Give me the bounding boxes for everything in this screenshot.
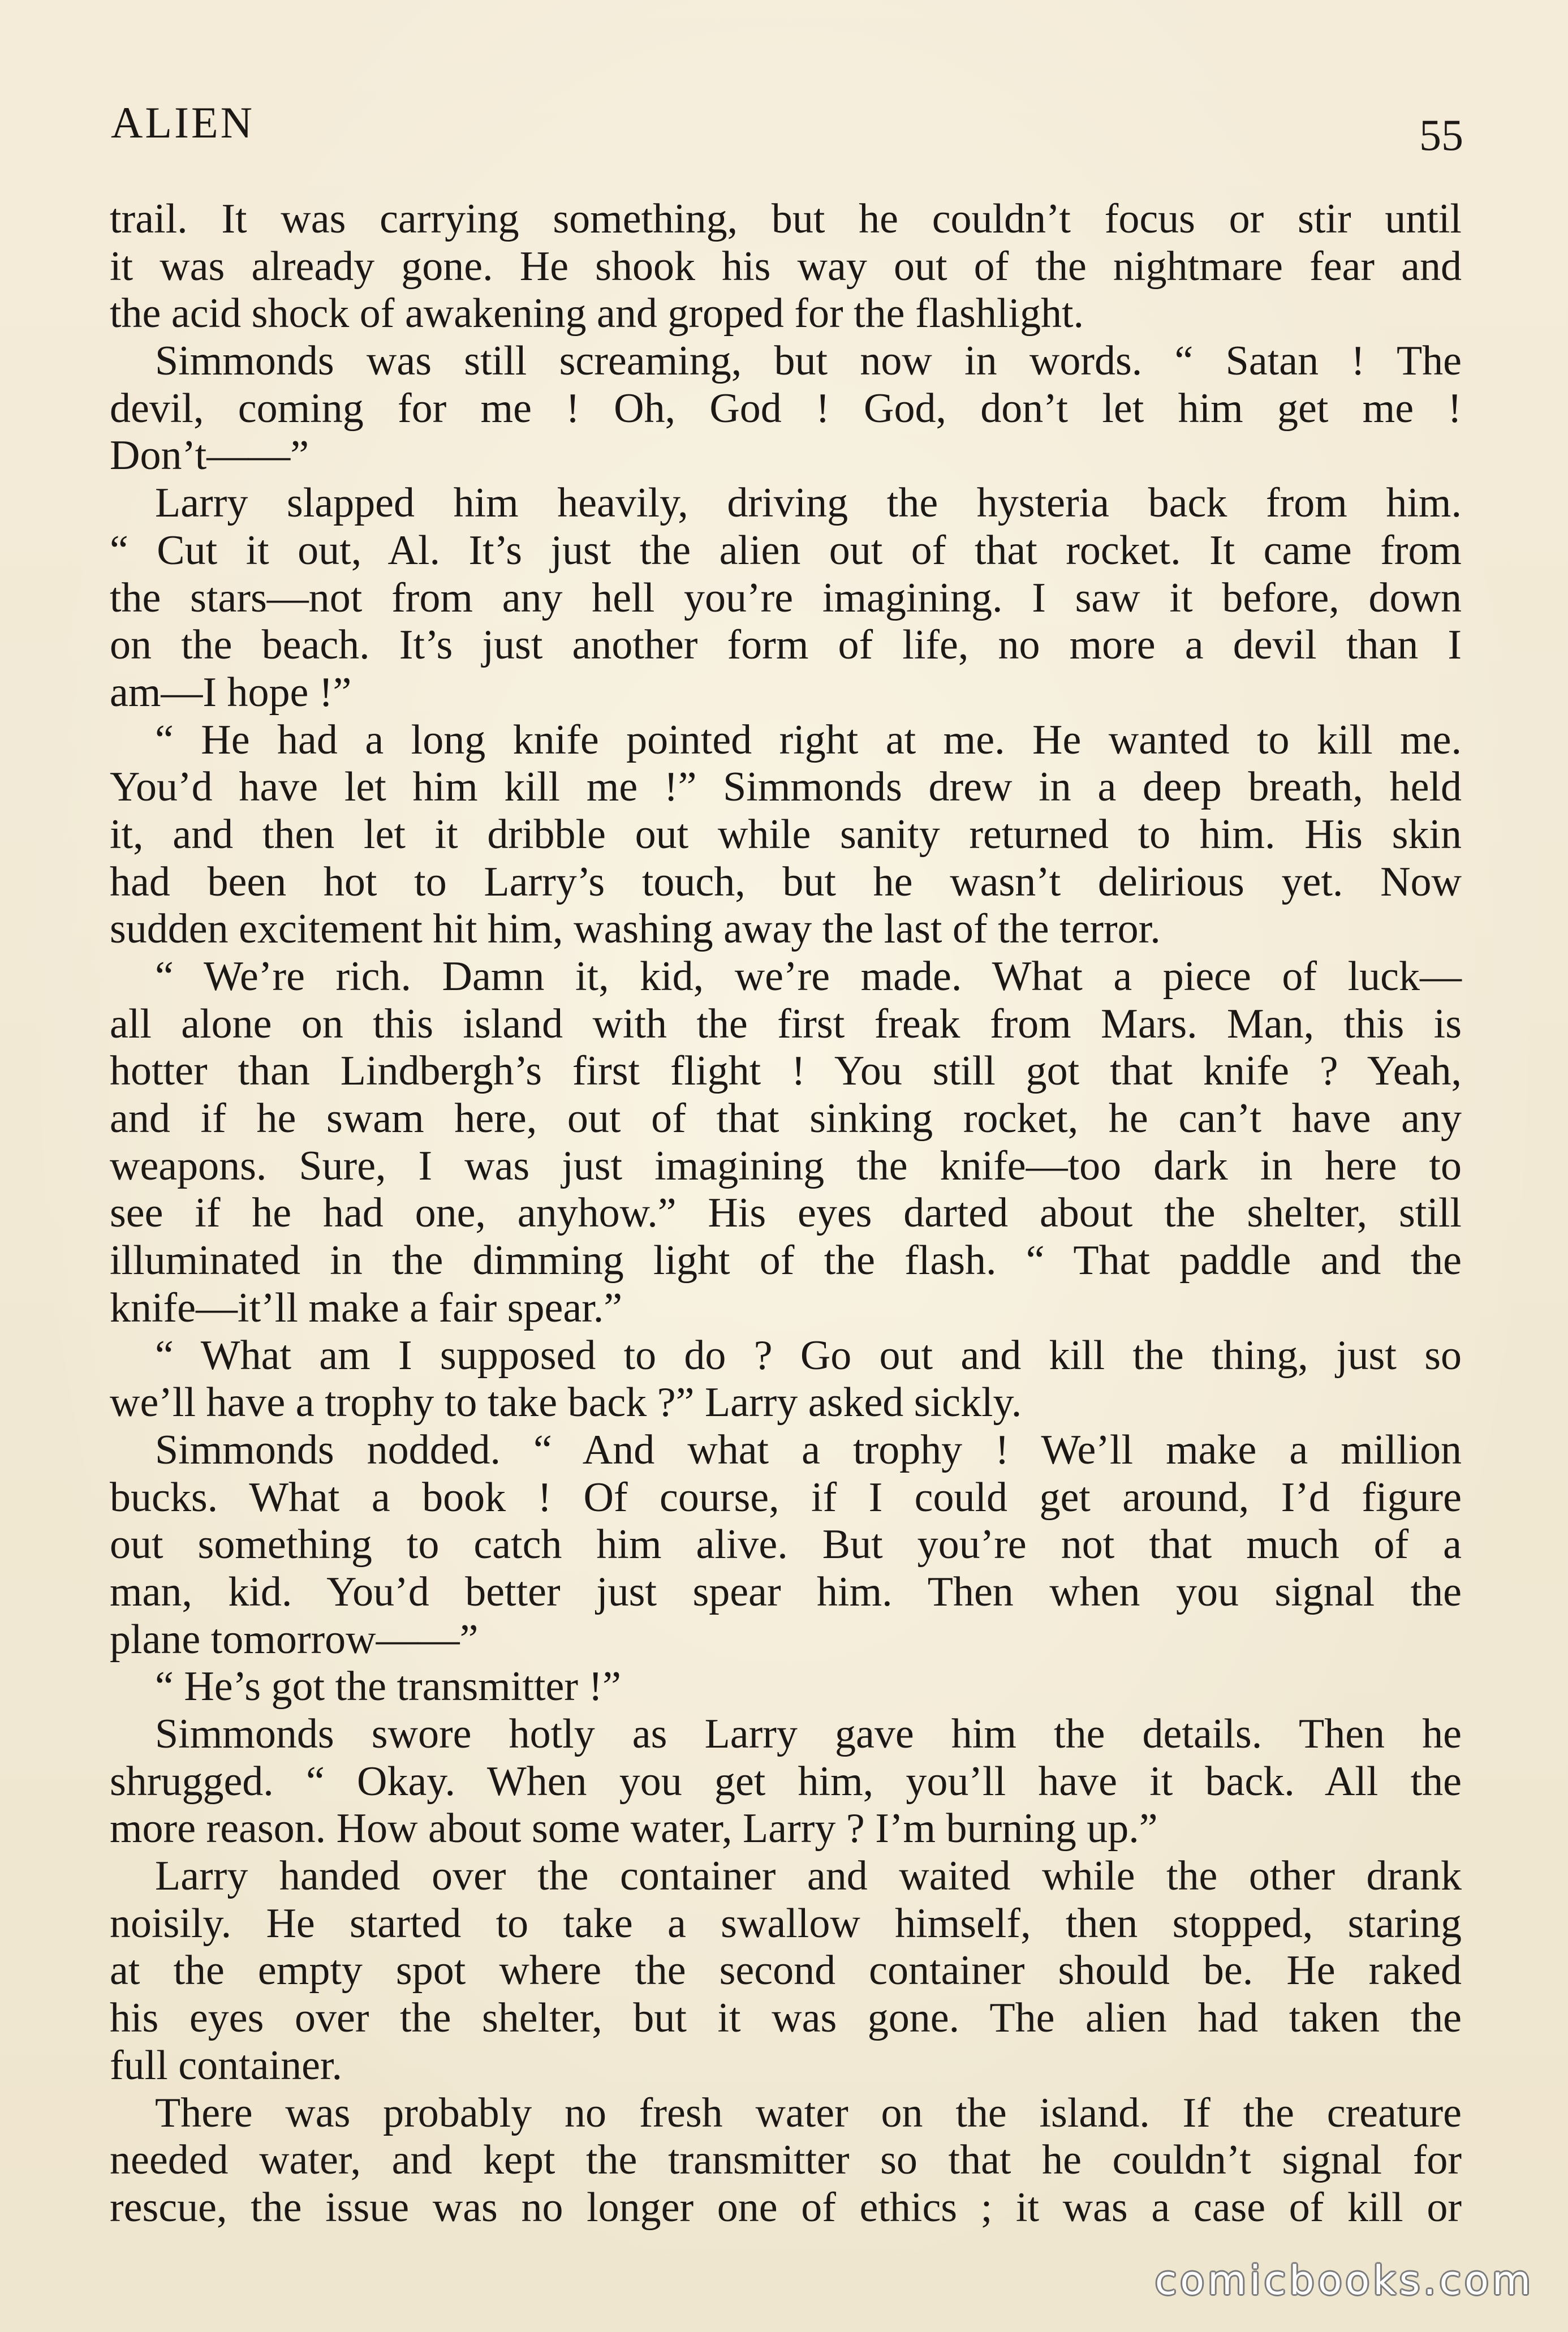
text-line: Simmonds was still screaming, but now in words. “ Satan ! The <box>155 338 1462 385</box>
text-line: on the beach. It’s just another form of life, no more a devil than I <box>110 622 1462 669</box>
text-line: Don’t——” <box>110 432 309 479</box>
text-line: am—I hope !” <box>110 669 352 716</box>
page-number: 55 <box>1419 110 1463 160</box>
text-line: we’ll have a trophy to take back ?” Larry asked sickly. <box>110 1379 1022 1426</box>
text-line: Larry handed over the container and waited while the other drank <box>155 1853 1462 1900</box>
text-line: and if he swam here, out of that sinking rocket, he can’t have any <box>110 1095 1462 1142</box>
text-line: it, and then let it dribble out while sanity returned to him. His skin <box>110 811 1462 858</box>
text-line: had been hot to Larry’s touch, but he wasn’t delirious yet. Now <box>110 858 1462 905</box>
text-line: devil, coming for me ! Oh, God ! God, don’t let him get me ! <box>110 385 1462 432</box>
text-line: bucks. What a book ! Of course, if I could get around, I’d figure <box>110 1474 1462 1521</box>
text-line: out something to catch him alive. But you’re not that much of a <box>110 1521 1462 1568</box>
text-line: shrugged. “ Okay. When you get him, you’ll have it back. All the <box>110 1758 1462 1805</box>
text-line: the acid shock of awakening and groped for the flashlight. <box>110 290 1084 337</box>
text-line: weapons. Sure, I was just imagining the knife—too dark in here to <box>110 1142 1462 1189</box>
text-line: noisily. He started to take a swallow himself, then stopped, staring <box>110 1900 1462 1947</box>
text-line: man, kid. You’d better just spear him. Then when you signal the <box>110 1568 1462 1615</box>
text-line: “ What am I supposed to do ? Go out and kill the thing, just so <box>155 1332 1462 1379</box>
text-line: “ He had a long knife pointed right at me. He wanted to kill me. <box>155 716 1462 763</box>
text-line: Larry slapped him heavily, driving the hysteria back from him. <box>155 480 1462 527</box>
text-line: full container. <box>110 2042 342 2089</box>
watermark-logo: comicbooks.com <box>1155 2257 1534 2304</box>
text-line: rescue, the issue was no longer one of ethics ; it was a case of kill or <box>110 2184 1462 2231</box>
text-line: You’d have let him kill me !” Simmonds drew in a deep breath, held <box>110 764 1462 811</box>
text-line: his eyes over the shelter, but it was gone. The alien had taken the <box>110 1995 1462 2042</box>
text-line: more reason. How about some water, Larry ? I’m burning up.” <box>110 1805 1158 1852</box>
text-line: “ He’s got the transmitter !” <box>155 1663 622 1710</box>
text-line: knife—it’ll make a fair spear.” <box>110 1284 623 1331</box>
text-line: Simmonds swore hotly as Larry gave him the details. Then he <box>155 1711 1462 1757</box>
text-line: the stars—not from any hell you’re imagining. I saw it before, down <box>110 574 1462 621</box>
text-line: see if he had one, anyhow.” His eyes darted about the shelter, still <box>110 1190 1462 1237</box>
text-line: “ Cut it out, Al. It’s just the alien out of that rocket. It came from <box>110 527 1462 574</box>
running-head: ALIEN <box>111 98 255 147</box>
text-line: sudden excitement hit him, washing away the last of the terror. <box>110 906 1161 953</box>
text-line: trail. It was carrying something, but he couldn’t focus or stir until <box>110 196 1462 242</box>
text-line: at the empty spot where the second container should be. He raked <box>110 1947 1462 1994</box>
text-line: illuminated in the dimming light of the flash. “ That paddle and the <box>110 1237 1462 1284</box>
text-line: all alone on this island with the first freak from Mars. Man, this is <box>110 1000 1462 1047</box>
text-line: “ We’re rich. Damn it, kid, we’re made. What a piece of luck— <box>155 953 1462 1000</box>
text-line: There was probably no fresh water on the island. If the creature <box>155 2089 1462 2136</box>
text-line: needed water, and kept the transmitter so that he couldn’t signal for <box>110 2137 1462 2184</box>
text-line: plane tomorrow——” <box>110 1616 479 1663</box>
text-line: hotter than Lindbergh’s first flight ! You still got that knife ? Yeah, <box>110 1048 1462 1095</box>
text-line: Simmonds nodded. “ And what a trophy ! We’ll make a million <box>155 1426 1462 1473</box>
text-line: it was already gone. He shook his way out of the nightmare fear and <box>110 243 1462 290</box>
body-text <box>110 196 1462 2232</box>
